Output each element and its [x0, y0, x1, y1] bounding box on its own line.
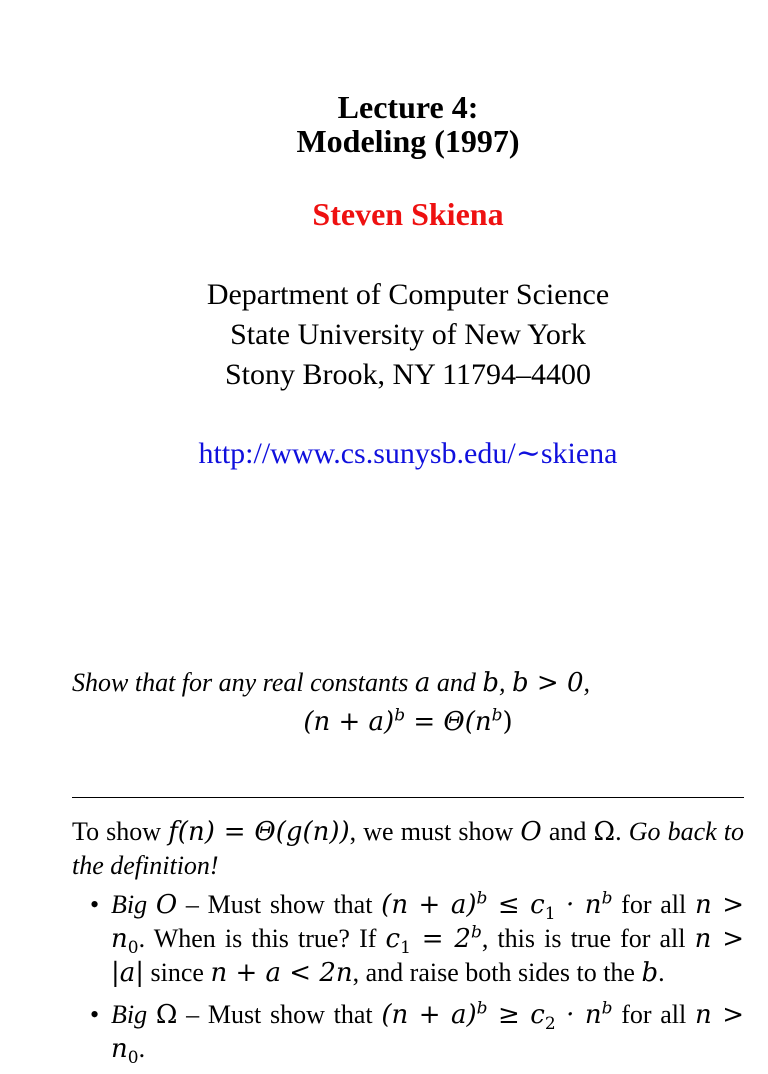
bullet-text: .	[138, 1034, 146, 1063]
problem-equation	[0, 704, 768, 740]
bullet-math-sub: 0	[127, 938, 139, 959]
affiliation-university: State University of New York	[230, 318, 586, 351]
bullet-text: – Must show that	[177, 890, 382, 919]
bullet-text: , and raise both sides to the	[352, 958, 642, 987]
bullet-math: · n	[555, 1000, 602, 1030]
bullet-math-sub: 1	[400, 938, 411, 959]
bullet-label-text: Big	[111, 890, 156, 919]
bullet-math-sub: 0	[127, 1048, 139, 1069]
bullet-text: . When is this true? If	[138, 924, 386, 953]
bullet-text: , this is true for all	[481, 924, 695, 953]
bullet-math: = 2	[410, 924, 471, 954]
problem-suffix: ,	[583, 668, 590, 697]
intro-m1: f(n) = Θ(g(n))	[168, 817, 350, 847]
bullet-big-omega	[72, 998, 744, 1069]
equation-lhs-exp: b	[394, 705, 406, 726]
intro-m3: Ω	[593, 817, 616, 847]
bullet-math: ≤ c	[487, 890, 545, 920]
problem-var-b: b	[482, 668, 499, 698]
lecture-title-line1: Lecture 4:	[337, 89, 479, 125]
bullet-math-exp: b	[476, 998, 488, 1019]
bullet-math: n > |a|	[111, 924, 745, 988]
bullet-dot-icon: •	[90, 890, 100, 919]
intro-paragraph	[72, 815, 744, 883]
author-name: Steven Skiena	[312, 196, 504, 232]
bullet-math-sub: 1	[544, 904, 556, 925]
bullet-math: (n + a)	[381, 1000, 477, 1030]
bullet-label-text: Big	[111, 1000, 156, 1029]
equation-rhs: = Θ(n	[405, 707, 492, 737]
affiliation	[0, 275, 768, 395]
bullet-dot-icon: •	[90, 1000, 100, 1029]
bullet-math: · n	[555, 890, 602, 920]
bullet-text: .	[658, 958, 665, 987]
bullet-label-math: Ω	[155, 1000, 178, 1030]
bullet-text: since	[144, 958, 211, 987]
bullet-math: n + a < 2n	[210, 958, 353, 988]
intro-emphasis: Go back to the definition!	[72, 817, 745, 880]
problem-mid: and	[430, 668, 483, 697]
equation-close: )	[502, 707, 513, 737]
bullet-text: for all	[612, 1000, 695, 1029]
bullet-math: c	[385, 924, 401, 954]
bullet-math: n > n	[111, 1000, 744, 1064]
homepage-link[interactable]: http://www.cs.sunysb.edu/∼skiena	[198, 437, 618, 470]
affiliation-address: Stony Brook, NY 11794–4400	[224, 358, 592, 391]
intro-t2: , we must show	[349, 817, 521, 846]
bullet-label-math: O	[155, 890, 178, 920]
problem-statement	[72, 666, 744, 700]
problem-condition: b > 0	[511, 668, 584, 698]
problem-prefix: Show that for any real constants	[72, 668, 415, 697]
bullet-math-exp: b	[470, 922, 482, 943]
bullet-math: ≥ c	[487, 1000, 545, 1030]
equation-rhs-exp: b	[491, 705, 503, 726]
intro-t4: .	[615, 817, 629, 846]
intro-m2: O	[520, 817, 542, 847]
intro-t1: To show	[72, 817, 169, 846]
bullet-big-o	[72, 888, 744, 990]
bullet-math-sub: 2	[544, 1014, 556, 1035]
lecture-title	[0, 90, 768, 158]
equation-lhs: (n + a)	[303, 707, 395, 737]
affiliation-department: Department of Computer Science	[206, 278, 610, 311]
bullet-math-exp: b	[601, 998, 613, 1019]
intro-t3: and	[541, 817, 594, 846]
bullet-math: n > n	[111, 890, 744, 954]
proof-bullet-list	[72, 888, 744, 1074]
problem-var-a: a	[414, 668, 431, 698]
horizontal-divider	[72, 797, 744, 798]
bullet-math: b	[641, 958, 659, 988]
lecture-title-line2: Modeling (1997)	[296, 123, 520, 159]
bullet-text: – Must show that	[177, 1000, 382, 1029]
bullet-math-exp: b	[601, 888, 613, 909]
bullet-text: for all	[612, 890, 695, 919]
bullet-math: (n + a)	[381, 890, 477, 920]
bullet-math-exp: b	[476, 888, 488, 909]
problem-comma: ,	[498, 668, 512, 697]
